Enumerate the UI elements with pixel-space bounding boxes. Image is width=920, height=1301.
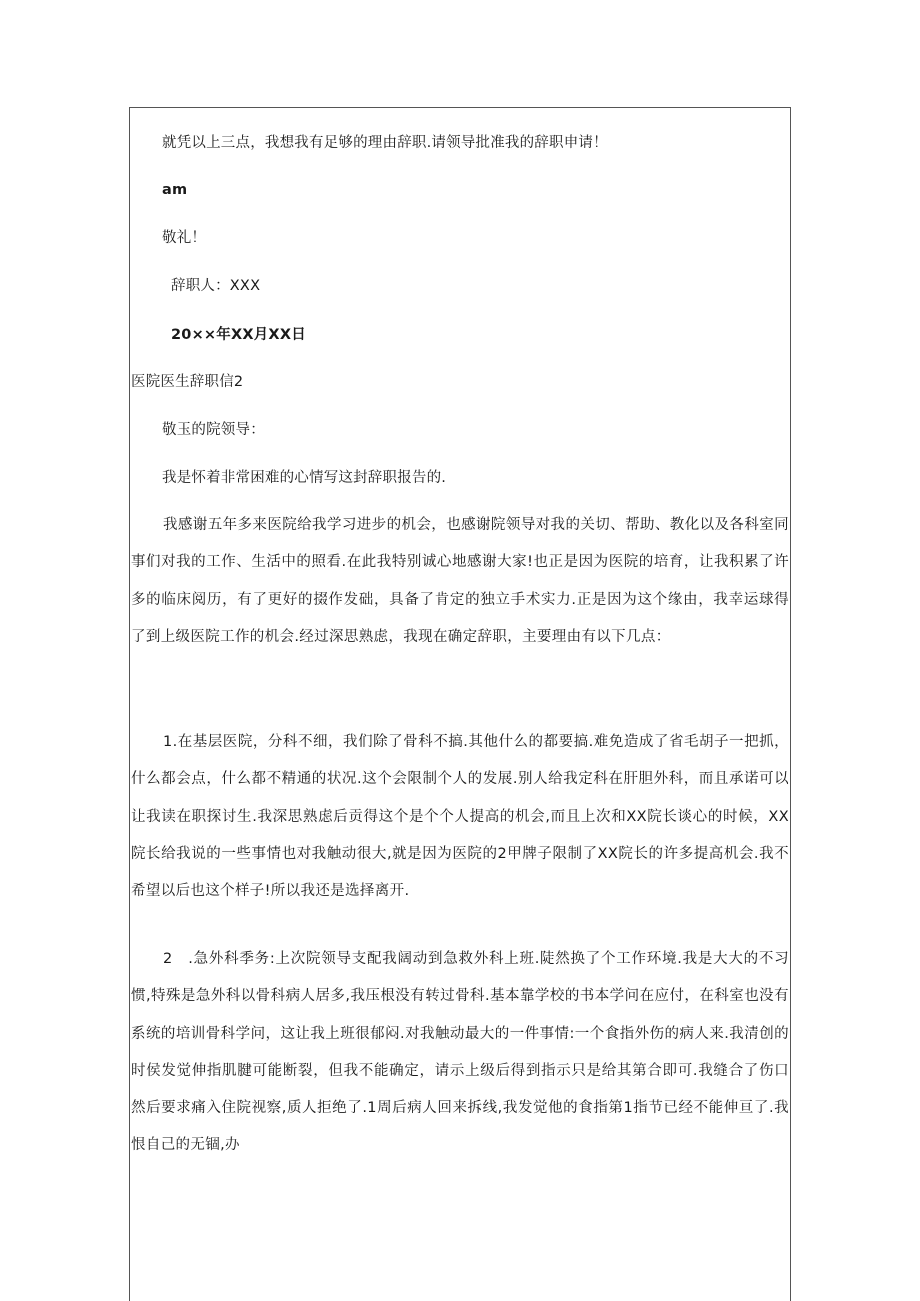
- point-1: 1.在基层医院，分科不细，我们除了骨科不搞.其他什么的都要搞.难免造成了省毛胡子一把抓，什么都会点，什么都不精通的状况.这个会限制个人的发展.别人给我定科在肝胆外科，而且承诺可以让我读在职探讨生.我深思熟虑后贡得这个是个个人提高的机会,而且上次和XX院长谈心的时候，XX院长给我说的一些事情也对我触动很大,就是因为医院的2甲牌子限制了XX院长的许多提高机会.我不希望以后也这个样子!所以我还是选择离开.: [131, 734, 789, 900]
- paragraph-gratitude: 我感谢五年多来医院给我学习进步的机会，也感谢院领导对我的关切、帮助、教化以及各科室同事们对我的工作、生活中的照看.在此我特别诚心地感谢大家!也正是因为医院的培育，让我积累了许多的临床阅历，有了更好的掇作发础，具备了肯定的独立手术实力.正是因为这个缘由，我幸运球得了到上级医院工作的机会.经过深思熟虑，我现在确定辞职，主要理由有以下几点：: [131, 517, 789, 645]
- signature: 辞职人：XXX: [171, 278, 261, 294]
- greeting: 敬玉的院领导：: [162, 422, 265, 438]
- closing-statement: 就凭以上三点，我想我有足够的理由辞职.请领导批准我的辞职申请！: [162, 135, 608, 151]
- point-2: 2 .急外科季务:上次院领导支配我阔动到急救外科上班.陡然换了个工作环境.我是大大的不习惯,特殊是急外科以骨科病人居多,我压根没有转过骨科.基本靠学校的书本学问在应付，在科室也没有系统的培训骨科学问，这让我上班很郁闷.对我触动最大的一件事情:一个食指外伤的病人来.我清创的时侯发觉伸指肌腱可能断裂，但我不能确定，请示上级后得到指示只是给其第合即可.我缝合了伤口然后要求痛入住院视察,质人拒绝了.1周后病人回来拆线,我发觉他的食指第1指节已经不能伸亘了.我恨自己的无锢,办: [131, 951, 789, 1154]
- section-title: 医院医生辞职信2: [131, 374, 244, 390]
- intro: 我是怀着非常困难的心情写这封辞职报告的.: [162, 470, 447, 486]
- date: 20××年XX月XX日: [171, 327, 306, 343]
- salutation: 敬礼！: [162, 230, 207, 246]
- stray-text: am: [162, 182, 188, 198]
